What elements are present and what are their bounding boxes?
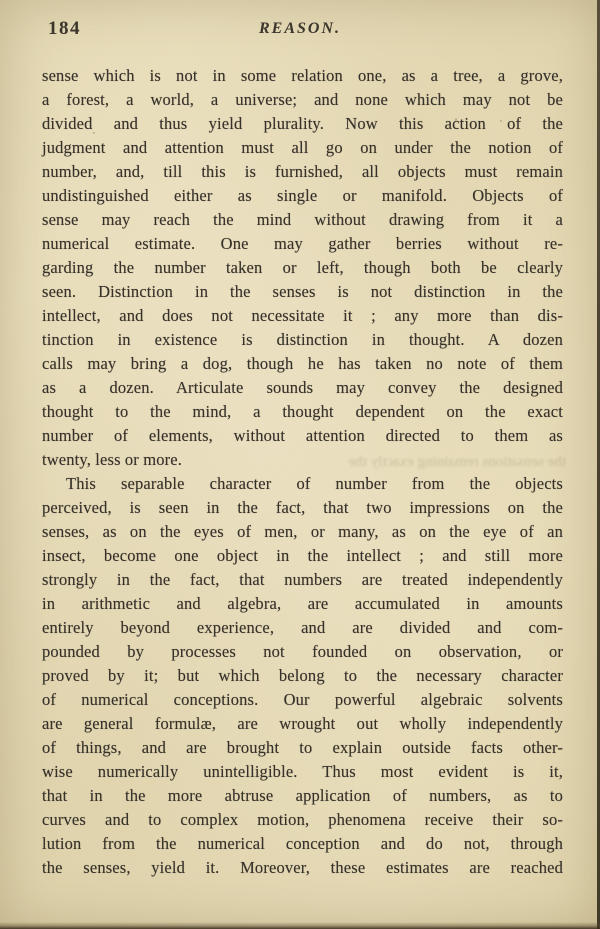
text-line: divided and thus yield plurality. Now this action of the xyxy=(42,114,563,133)
text-line: tinction in existence is distinction in thought. A dozen xyxy=(42,330,563,349)
text-body xyxy=(42,64,563,880)
text-line: wise numerically unintelligible. Thus most evident is it, xyxy=(42,762,563,781)
text-line: judgment and attention must all go on under the notion of xyxy=(42,138,563,157)
text-line: that in the more abtruse application of numbers, as to xyxy=(42,786,563,805)
text-line: of things, and are brought to explain outside facts other- xyxy=(42,738,563,757)
text-line: insect, become one object in the intellect ; and still more xyxy=(42,546,563,565)
scan-edge-bottom xyxy=(0,922,600,929)
text-line: are general formulæ, are wrought out wholly independently xyxy=(42,714,563,733)
page-number: 184 xyxy=(48,18,81,39)
text-line: entirely beyond experience, and are divided and com- xyxy=(42,618,563,637)
text-line: This separable character of number from the objects xyxy=(66,474,563,493)
text-line: thought to the mind, a thought dependent on the exact xyxy=(42,402,563,421)
text-line: number of elements, without attention directed to them as xyxy=(42,426,563,445)
text-line: twenty, less or more. xyxy=(42,450,183,469)
paragraph xyxy=(42,472,563,880)
text-line: sense which is not in some relation one, as a tree, a grove, xyxy=(42,66,563,85)
text-line: strongly in the fact, that numbers are treated independently xyxy=(42,570,563,589)
text-line: seen. Distinction in the senses is not distinction in the xyxy=(42,282,563,301)
text-line: number, and, till this is furnished, all objects must remain xyxy=(42,162,563,181)
text-line: garding the number taken or left, though both be clearly xyxy=(42,258,563,277)
text-line: intellect, and does not necessitate it ; any more than dis- xyxy=(42,306,563,325)
text-line: sense may reach the mind without drawing from it a xyxy=(42,210,563,229)
text-line: as a dozen. Articulate sounds may convey the designed xyxy=(42,378,563,397)
text-line: in arithmetic and algebra, are accumulated in amounts xyxy=(42,594,563,613)
text-line: pounded by processes not founded on observation, or xyxy=(42,642,563,661)
text-line: curves and to complex motion, phenomena receive their so- xyxy=(42,810,563,829)
text-line: undistinguished either as single or manifold. Objects of xyxy=(42,186,563,205)
bleed-through-text: the sensations remaining exactly the xyxy=(348,454,566,470)
text-line: perceived, is seen in the fact, that two impressions on the xyxy=(42,498,563,517)
running-head-title: REASON. xyxy=(258,20,342,37)
text-line: proved by it; but which belong to the necessary character xyxy=(42,666,563,685)
text-line: of numerical conceptions. Our powerful algebraic solvents xyxy=(42,690,563,709)
text-line: lution from the numerical conception and do not, through xyxy=(42,834,563,853)
text-line: a forest, a world, a universe; and none which may not be xyxy=(42,90,563,109)
text-line: numerical estimate. One may gather berries without re- xyxy=(42,234,563,253)
paragraph xyxy=(42,64,563,472)
text-line: senses, as on the eyes of men, or many, as on the eye of an xyxy=(42,522,563,541)
text-line: calls may bring a dog, though he has taken no note of them xyxy=(42,354,563,373)
text-line: the senses, yield it. Moreover, these estimates are reached xyxy=(42,858,563,877)
